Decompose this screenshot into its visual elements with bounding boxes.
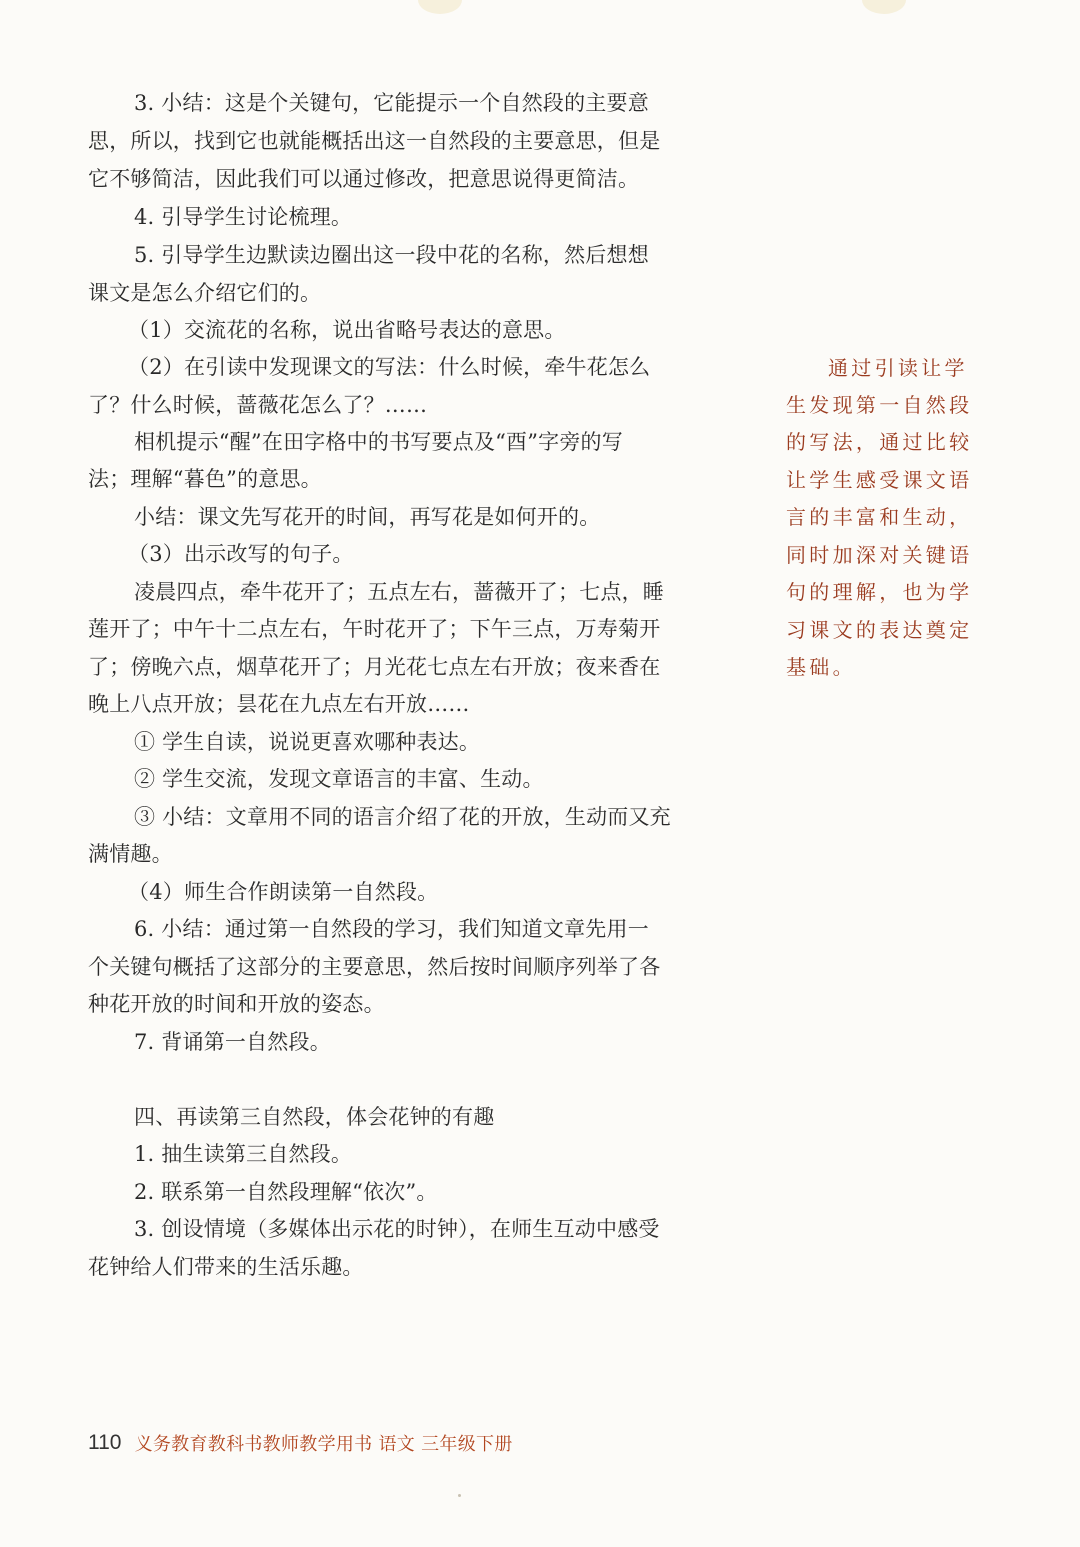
main-line: （1）交流花的名称，说出省略号表达的意思。 [128, 318, 566, 342]
top-edge-mark-right [862, 0, 906, 14]
main-line: 凌晨四点，牵牛花开了；五点左右，蔷薇开了；七点，睡 [134, 580, 664, 604]
margin-note-line: 通过引读让学 [828, 356, 968, 380]
main-line: 2. 联系第一自然段理解“依次”。 [134, 1180, 438, 1204]
margin-note-line: 句的理解，也为学 [786, 580, 973, 604]
margin-note-line: 言的丰富和生动， [786, 505, 973, 529]
main-line: 个关键句概括了这部分的主要意思，然后按时间顺序列举了各 [88, 955, 661, 979]
main-line: 法；理解“暮色”的意思。 [88, 467, 322, 491]
main-line: （3）出示改写的句子。 [128, 542, 354, 566]
main-line: 4. 引导学生讨论梳理。 [134, 205, 353, 229]
margin-note-line: 生发现第一自然段 [786, 393, 973, 417]
main-line: ① 学生自读，说说更喜欢哪种表达。 [134, 730, 481, 754]
book-title: 义务教育教科书教师教学用书 语文 三年级下册 [134, 1434, 513, 1455]
main-line: 了？什么时候，蔷薇花怎么了？…… [88, 393, 428, 417]
main-line: 1. 抽生读第三自然段。 [134, 1142, 353, 1166]
main-line: 花钟给人们带来的生活乐趣。 [88, 1255, 364, 1279]
main-line: 满情趣。 [88, 842, 173, 866]
main-line: ③ 小结：文章用不同的语言介绍了花的开放，生动而又充 [134, 805, 671, 829]
main-line: 相机提示“醒”在田字格中的书写要点及“酉”字旁的写 [134, 430, 623, 454]
margin-note-line: 同时加深对关键语 [786, 543, 973, 567]
margin-note-line: 的写法，通过比较 [786, 430, 973, 454]
margin-note-line: 习课文的表达奠定 [786, 618, 973, 642]
section-heading: 四、再读第三自然段，体会花钟的有趣 [134, 1105, 495, 1129]
page-number: 110 [88, 1431, 122, 1454]
main-line: 小结：课文先写花开的时间，再写花是如何开的。 [134, 505, 601, 529]
main-line: 晚上八点开放；昙花在九点左右开放…… [88, 692, 470, 716]
page-footer [88, 1430, 513, 1460]
main-line: （2）在引读中发现课文的写法：什么时候，牵牛花怎么 [128, 355, 651, 379]
main-line: 思，所以，找到它也就能概括出这一自然段的主要意思，但是 [88, 129, 661, 153]
top-edge-mark-left [418, 0, 462, 14]
main-line: 莲开了；中午十二点左右，午时花开了；下午三点，万寿菊开 [88, 617, 661, 641]
main-line: 3. 创设情境（多媒体出示花的时钟），在师生互动中感受 [134, 1217, 660, 1241]
main-line: 7. 背诵第一自然段。 [134, 1030, 331, 1054]
main-line: ② 学生交流，发现文章语言的丰富、生动。 [134, 767, 544, 791]
main-line: 了；傍晚六点，烟草花开了；月光花七点左右开放；夜来香在 [88, 655, 661, 679]
main-line: 3. 小结：这是个关键句，它能提示一个自然段的主要意 [134, 91, 649, 115]
main-line: 它不够简洁，因此我们可以通过修改，把意思说得更简洁。 [88, 167, 640, 191]
main-line: 种花开放的时间和开放的姿态。 [88, 992, 385, 1016]
margin-note-line: 让学生感受课文语 [786, 468, 973, 492]
margin-note-line: 基础。 [786, 655, 856, 679]
paper-speck [458, 1494, 461, 1497]
main-line: 6. 小结：通过第一自然段的学习，我们知道文章先用一 [134, 917, 649, 941]
main-line: （4）师生合作朗读第一自然段。 [128, 880, 439, 904]
main-line: 课文是怎么介绍它们的。 [88, 281, 322, 305]
main-line: 5. 引导学生边默读边圈出这一段中花的名称，然后想想 [134, 243, 649, 267]
